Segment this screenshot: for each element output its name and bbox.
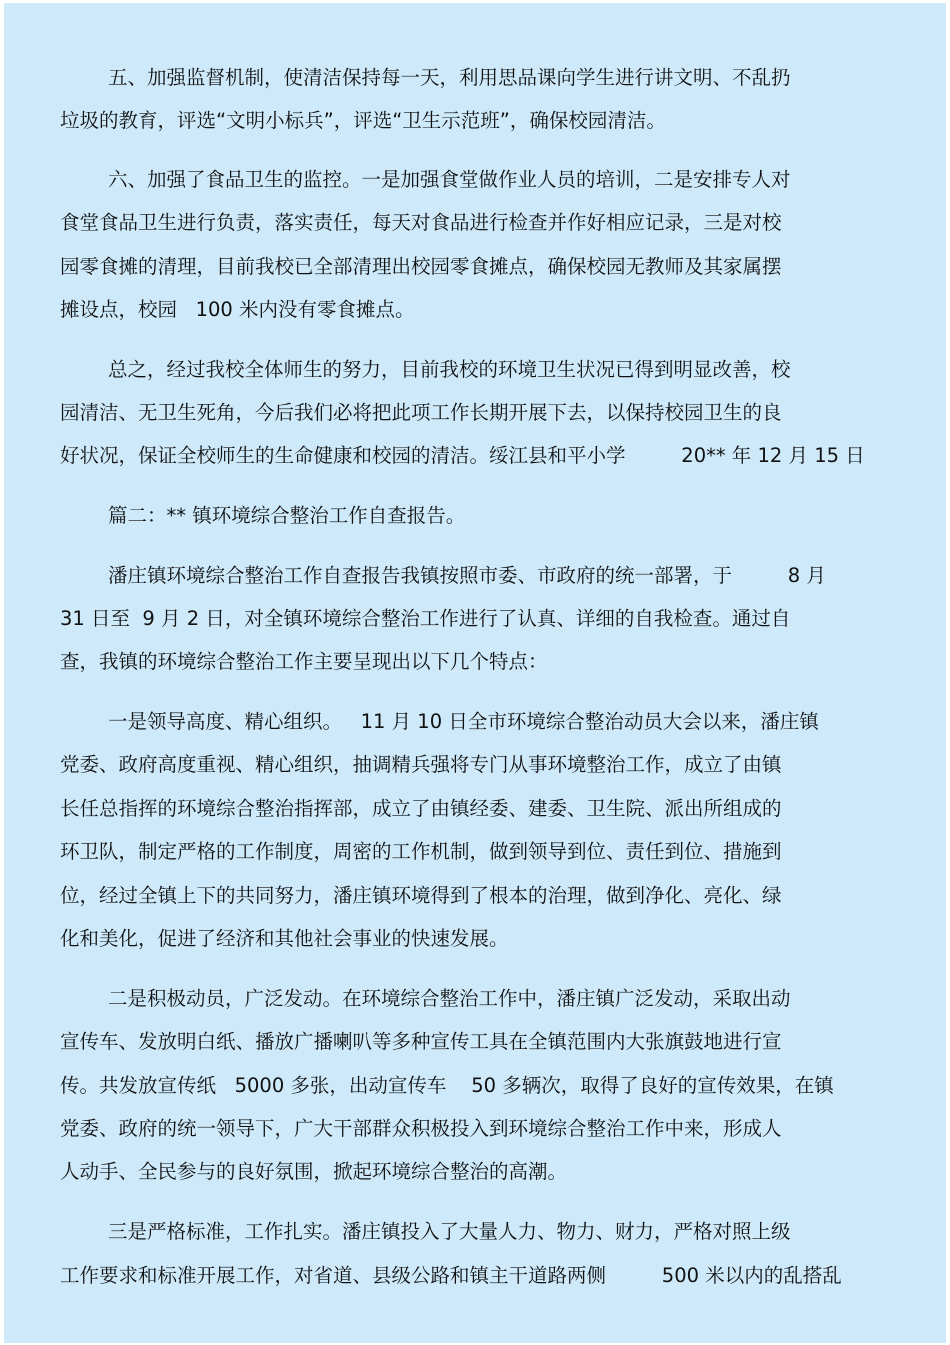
text-line: 查，我镇的环境综合整治工作主要呈现出以下几个特点：	[60, 650, 548, 673]
text-line: 潘庄镇环境综合整治工作自查报告我镇按照市委、市政府的统一部署，于 8 月	[108, 564, 826, 587]
text-line: 党委、政府的统一领导下，广大干部群众积极投入到环境综合整治工作中来，形成人	[60, 1117, 782, 1140]
text-line: 宣传车、发放明白纸、播放广播喇叭等多种宣传工具在全镇范围内大张旗鼓地进行宣	[60, 1030, 782, 1053]
text-line: 园零食摊的清理，目前我校已全部清理出校园零食摊点，确保校园无教师及其家属摆	[60, 255, 782, 278]
text-line: 化和美化，促进了经济和其他社会事业的快速发展。	[60, 927, 509, 950]
text-line: 党委、政府高度重视、精心组织，抽调精兵强将专门从事环境整治工作，成立了由镇	[60, 753, 782, 776]
text-line: 人动手、全民参与的良好氛围，掀起环境综合整治的高潮。	[60, 1160, 568, 1183]
text-line: 长任总指挥的环境综合整治指挥部，成立了由镇经委、建委、卫生院、派出所组成的	[60, 797, 782, 820]
text-line: 31 日至 9 月 2 日，对全镇环境综合整治工作进行了认真、详细的自我检查。通过自	[60, 607, 791, 630]
text-line: 总之，经过我校全体师生的努力，目前我校的环境卫生状况已得到明显改善，校	[108, 358, 791, 381]
document-page	[4, 3, 946, 1343]
text-line: 园清洁、无卫生死角，今后我们必将把此项工作长期开展下去，以保持校园卫生的良	[60, 401, 782, 424]
text-line: 传。共发放宣传纸 5000 多张，出动宣传车 50 多辆次，取得了良好的宣传效果，在镇	[60, 1074, 834, 1097]
text-line: 环卫队，制定严格的工作制度，周密的工作机制，做到领导到位、责任到位、措施到	[60, 840, 782, 863]
text-line: 食堂食品卫生进行负责，落实责任，每天对食品进行检查并作好相应记录，三是对校	[60, 211, 782, 234]
text-line: 摊设点，校园 100 米内没有零食摊点。	[60, 298, 415, 321]
text-line: 位，经过全镇上下的共同努力，潘庄镇环境得到了根本的治理，做到净化、亮化、绿	[60, 884, 782, 907]
text-line: 六、加强了食品卫生的监控。一是加强食堂做作业人员的培训，二是安排专人对	[108, 168, 791, 191]
text-line: 二是积极动员，广泛发动。在环境综合整治工作中，潘庄镇广泛发动，采取出动	[108, 987, 791, 1010]
section-heading: 篇二：** 镇环境综合整治工作自查报告。	[108, 504, 466, 527]
text-line: 工作要求和标准开展工作，对省道、县级公路和镇主干道路两侧 500 米以内的乱搭乱	[60, 1264, 842, 1287]
text-line: 好状况，保证全校师生的生命健康和校园的清洁。绥江县和平小学 20** 年 12 月 15 日	[60, 444, 865, 467]
text-line: 五、加强监督机制，使清洁保持每一天，利用思品课向学生进行讲文明、不乱扔	[108, 66, 791, 89]
text-line: 一是领导高度、精心组织。 11 月 10 日全市环境综合整治动员大会以来，潘庄镇	[108, 710, 819, 733]
text-line: 三是严格标准，工作扎实。潘庄镇投入了大量人力、物力、财力，严格对照上级	[108, 1220, 791, 1243]
text-line: 垃圾的教育，评选“文明小标兵”，评选“卫生示范班”，确保校园清洁。	[60, 109, 666, 132]
